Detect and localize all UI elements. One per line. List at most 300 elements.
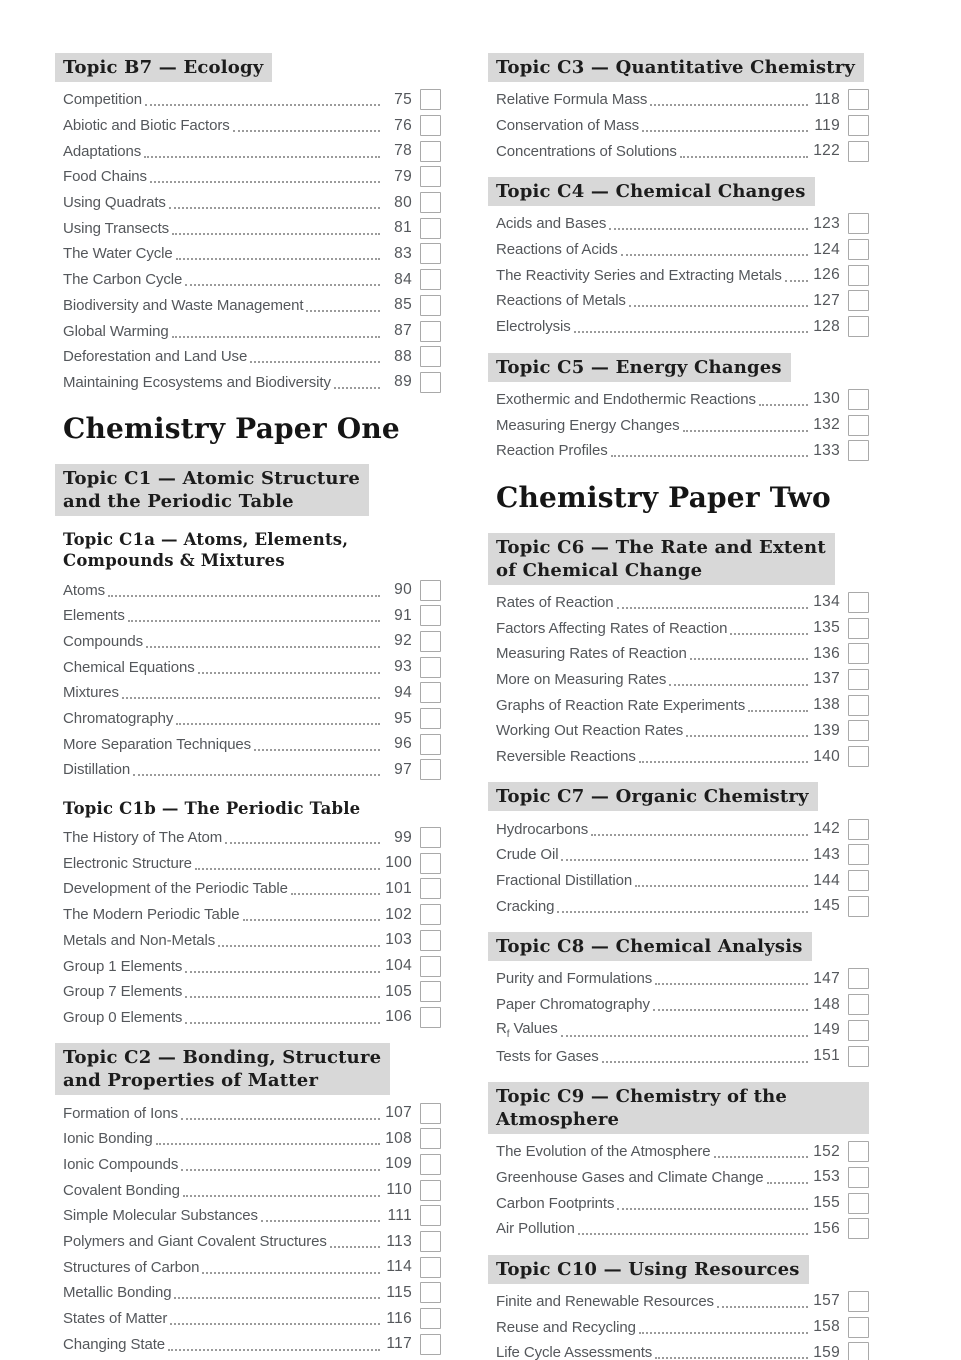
tick-checkbox[interactable] — [420, 631, 441, 652]
tick-checkbox[interactable] — [848, 870, 869, 891]
toc-entry-label: Mixtures — [63, 684, 119, 702]
tick-checkbox[interactable] — [848, 896, 869, 917]
toc-entry-label: Crude Oil — [496, 846, 559, 864]
toc-entry — [488, 868, 869, 894]
tick-checkbox[interactable] — [848, 239, 869, 260]
toc-entry-list — [55, 87, 441, 395]
toc-entry — [55, 267, 441, 293]
tick-checkbox[interactable] — [420, 605, 441, 626]
toc-entry-page: 93 — [394, 658, 412, 676]
toc-entry-page: 87 — [394, 322, 412, 340]
toc-entry-label: States of Matter — [63, 1310, 168, 1328]
toc-entry-label: Rates of Reaction — [496, 593, 614, 611]
tick-checkbox[interactable] — [420, 682, 441, 703]
tick-checkbox[interactable] — [420, 734, 441, 755]
toc-entry-label: Graphs of Reaction Rate Experiments — [496, 696, 746, 714]
toc-entry-page: 90 — [394, 581, 412, 599]
toc-entry — [55, 979, 441, 1005]
toc-entry — [55, 825, 441, 851]
toc-entry-label: Measuring Energy Changes — [496, 416, 680, 434]
toc-entry-page: 138 — [813, 696, 840, 714]
dotted-leader — [145, 93, 380, 106]
toc-entry — [55, 850, 441, 876]
tick-checkbox[interactable] — [420, 141, 441, 162]
dotted-leader — [156, 1132, 380, 1145]
tick-checkbox[interactable] — [420, 708, 441, 729]
dotted-leader — [655, 972, 808, 985]
topic-header: Topic C9 — Chemistry of the Atmosphere — [488, 1082, 869, 1134]
tick-checkbox[interactable] — [848, 994, 869, 1015]
tick-checkbox[interactable] — [848, 1218, 869, 1239]
dotted-leader — [202, 1261, 380, 1274]
topic-section — [55, 464, 441, 521]
toc-entry-page: 128 — [813, 317, 840, 335]
toc-entry-page: 95 — [394, 709, 412, 727]
toc-entry-label: Simple Molecular Substances — [63, 1207, 258, 1225]
toc-entry-page: 75 — [394, 90, 412, 108]
topic-header: Topic C1a — Atoms, Elements, Compounds & Mixtures — [63, 530, 349, 571]
tick-checkbox[interactable] — [848, 1046, 869, 1067]
toc-entry — [55, 1177, 441, 1203]
dotted-leader — [759, 393, 808, 406]
tick-checkbox[interactable] — [848, 669, 869, 690]
tick-checkbox[interactable] — [420, 89, 441, 110]
tick-checkbox[interactable] — [420, 827, 441, 848]
dotted-leader — [146, 635, 380, 648]
toc-entry-label: The Water Cycle — [63, 245, 173, 263]
tick-checkbox[interactable] — [420, 930, 441, 951]
toc-entry-page: 107 — [385, 1104, 412, 1122]
tick-checkbox[interactable] — [848, 1317, 869, 1338]
tick-checkbox[interactable] — [848, 819, 869, 840]
toc-entry-page: 106 — [385, 1008, 412, 1026]
toc-entry — [55, 370, 441, 396]
topic-section — [488, 177, 869, 339]
dotted-leader — [639, 750, 808, 763]
dotted-leader — [574, 320, 808, 333]
dotted-leader — [169, 196, 380, 209]
tick-checkbox[interactable] — [848, 1020, 869, 1041]
tick-checkbox[interactable] — [420, 1007, 441, 1028]
tick-checkbox[interactable] — [848, 695, 869, 716]
toc-entry-label: The Reactivity Series and Extracting Metals — [496, 266, 782, 284]
dotted-leader — [730, 622, 808, 635]
topic-header: Topic C10 — Using Resources — [488, 1255, 809, 1284]
toc-entry-page: 136 — [813, 644, 840, 662]
dotted-leader — [680, 145, 808, 158]
toc-entry — [488, 387, 869, 413]
dotted-leader — [617, 596, 808, 609]
dotted-leader — [185, 273, 380, 286]
dotted-leader — [617, 1197, 808, 1210]
toc-entry-label: Metallic Bonding — [63, 1284, 172, 1302]
toc-entry-page: 133 — [813, 441, 840, 459]
toc-entry-page: 83 — [394, 244, 412, 262]
tick-checkbox[interactable] — [420, 853, 441, 874]
toc-entry-page: 159 — [813, 1343, 840, 1360]
topic-section — [488, 1082, 869, 1242]
toc-entry — [488, 288, 869, 314]
tick-checkbox[interactable] — [420, 981, 441, 1002]
tick-checkbox[interactable] — [420, 956, 441, 977]
toc-entry-page: 84 — [394, 270, 412, 288]
toc-entry-label: Concentrations of Solutions — [496, 142, 677, 160]
dotted-leader — [122, 686, 380, 699]
toc-entry-label: Deforestation and Land Use — [63, 348, 248, 366]
toc-entry — [55, 1306, 441, 1332]
topic-section — [488, 53, 869, 164]
toc-entry — [488, 237, 869, 263]
toc-entry — [488, 1314, 869, 1340]
dotted-leader — [176, 712, 380, 725]
toc-entry — [55, 1229, 441, 1255]
toc-entry-label: Electronic Structure — [63, 854, 192, 872]
toc-entry-page: 101 — [385, 879, 412, 897]
toc-entry-label: Formation of Ions — [63, 1104, 179, 1122]
toc-entry-label: Reuse and Recycling — [496, 1318, 636, 1336]
toc-entry-page: 76 — [394, 116, 412, 134]
dotted-leader — [172, 222, 380, 235]
tick-checkbox[interactable] — [848, 968, 869, 989]
tick-checkbox[interactable] — [420, 166, 441, 187]
toc-entry-label: Acids and Bases — [496, 215, 607, 233]
toc-entry-page: 114 — [386, 1258, 412, 1276]
topic-section — [55, 53, 441, 395]
toc-entry-page: 126 — [813, 266, 840, 284]
tick-checkbox[interactable] — [848, 618, 869, 639]
toc-entry-label: More Separation Techniques — [63, 735, 252, 753]
toc-entry-label: Chromatography — [63, 710, 174, 728]
toc-entry-page: 105 — [385, 982, 412, 1000]
tick-checkbox[interactable] — [848, 1342, 869, 1360]
tick-checkbox[interactable] — [420, 657, 441, 678]
toc-entry-label: Life Cycle Assessments — [496, 1344, 653, 1360]
dotted-leader — [683, 419, 808, 432]
toc-entry-page: 130 — [813, 390, 840, 408]
toc-entry — [488, 718, 869, 744]
tick-checkbox[interactable] — [420, 1282, 441, 1303]
tick-checkbox[interactable] — [420, 192, 441, 213]
toc-entry-page: 88 — [394, 347, 412, 365]
toc-entry-label: Using Quadrats — [63, 194, 166, 212]
toc-entry — [488, 842, 869, 868]
toc-column-left — [55, 53, 441, 1360]
tick-checkbox[interactable] — [420, 269, 441, 290]
toc-entry-page: 94 — [394, 683, 412, 701]
toc-entry-page: 123 — [813, 214, 840, 232]
tick-checkbox[interactable] — [848, 720, 869, 741]
toc-entry-page: 97 — [394, 760, 412, 778]
toc-entry-page: 142 — [813, 820, 840, 838]
topic-header: Topic C6 — The Rate and Extent of Chemical Change — [488, 533, 835, 585]
dotted-leader — [176, 247, 380, 260]
dotted-leader — [291, 882, 380, 895]
toc-entry — [55, 138, 441, 164]
toc-entry-page: 109 — [385, 1155, 412, 1173]
dotted-leader — [669, 673, 808, 686]
toc-entry-label: More on Measuring Rates — [496, 670, 667, 688]
toc-entry-page: 135 — [813, 619, 840, 637]
toc-entry — [488, 1289, 869, 1315]
toc-entry — [55, 706, 441, 732]
dotted-leader — [635, 874, 808, 887]
toc-entry-page: 122 — [813, 142, 840, 160]
toc-entry-page: 80 — [394, 193, 412, 211]
toc-entry-page: 78 — [394, 142, 412, 160]
topic-header: Topic C7 — Organic Chemistry — [488, 782, 818, 811]
tick-checkbox[interactable] — [848, 213, 869, 234]
toc-entry — [55, 629, 441, 655]
tick-checkbox[interactable] — [420, 115, 441, 136]
topic-header: Topic C2 — Bonding, Structure and Properties of Matter — [55, 1043, 390, 1095]
toc-entry — [488, 992, 869, 1018]
toc-entry-page: 116 — [386, 1309, 412, 1327]
dotted-leader — [611, 444, 808, 457]
topic-header: Topic C1 — Atomic Structure and the Periodic Table — [55, 464, 369, 516]
toc-entry-page: 104 — [385, 957, 412, 975]
toc-entry — [55, 113, 441, 139]
dotted-leader — [195, 857, 380, 870]
dotted-leader — [168, 1338, 380, 1351]
toc-entry — [55, 928, 441, 954]
toc-entry-label: Relative Formula Mass — [496, 91, 648, 109]
toc-entry-label: Factors Affecting Rates of Reaction — [496, 619, 728, 637]
topic-section — [488, 353, 869, 464]
toc-entry-label: Working Out Reaction Rates — [496, 722, 684, 740]
dotted-leader — [150, 170, 380, 183]
toc-entry — [488, 1139, 869, 1165]
toc-entry-label: Maintaining Ecosystems and Biodiversity — [63, 373, 331, 391]
topic-header: Topic C1b — The Periodic Table — [63, 798, 361, 818]
dotted-leader — [185, 960, 380, 973]
toc-entry — [55, 344, 441, 370]
dotted-leader — [639, 1321, 808, 1334]
toc-entry-label: Ionic Compounds — [63, 1155, 179, 1173]
toc-entry — [488, 641, 869, 667]
toc-entry — [488, 744, 869, 770]
tick-checkbox[interactable] — [420, 1205, 441, 1226]
tick-checkbox[interactable] — [420, 321, 441, 342]
dotted-leader — [785, 269, 808, 282]
tick-checkbox[interactable] — [420, 1231, 441, 1252]
dotted-leader — [578, 1222, 808, 1235]
toc-entry-page: 115 — [386, 1283, 412, 1301]
toc-entry — [55, 87, 441, 113]
toc-entry-page: 102 — [385, 905, 412, 923]
tick-checkbox[interactable] — [420, 1154, 441, 1175]
toc-entry-label: Exothermic and Endothermic Reactions — [496, 390, 756, 408]
dotted-leader — [170, 1312, 380, 1325]
toc-entry-label: Group 7 Elements — [63, 983, 183, 1001]
dotted-leader — [254, 738, 380, 751]
toc-entry-page: 124 — [813, 240, 840, 258]
toc-entry-page: 85 — [394, 296, 412, 314]
tick-checkbox[interactable] — [848, 265, 869, 286]
toc-entry-label: Tests for Gases — [496, 1047, 599, 1065]
toc-entry-label: Electrolysis — [496, 318, 571, 336]
tick-checkbox[interactable] — [848, 844, 869, 865]
topic-header: Topic C3 — Quantitative Chemistry — [488, 53, 864, 82]
toc-entry — [488, 113, 869, 139]
tick-checkbox[interactable] — [420, 1334, 441, 1355]
toc-entry — [488, 667, 869, 693]
toc-entry-page: 156 — [813, 1219, 840, 1237]
toc-entry-page: 117 — [386, 1335, 412, 1353]
tick-checkbox[interactable] — [848, 290, 869, 311]
toc-entry-label: Cracking — [496, 897, 555, 915]
toc-entry — [55, 190, 441, 216]
toc-entry-list — [488, 87, 869, 164]
toc-column-right — [488, 53, 869, 1360]
toc-entry — [488, 692, 869, 718]
dotted-leader — [717, 1295, 808, 1308]
toc-entry-page: 92 — [394, 632, 412, 650]
toc-entry-label: Structures of Carbon — [63, 1258, 200, 1276]
tick-checkbox[interactable] — [848, 440, 869, 461]
toc-entry-list — [55, 1100, 441, 1357]
dotted-leader — [185, 985, 380, 998]
tick-checkbox[interactable] — [848, 389, 869, 410]
toc-entry — [55, 731, 441, 757]
dotted-leader — [218, 934, 380, 947]
toc-entry — [488, 590, 869, 616]
topic-header: Topic B7 — Ecology — [55, 53, 272, 82]
tick-checkbox[interactable] — [420, 372, 441, 393]
toc-entry — [55, 215, 441, 241]
dotted-leader — [172, 325, 380, 338]
toc-entry-label: Food Chains — [63, 168, 147, 186]
dotted-leader — [181, 1107, 380, 1120]
dotted-leader — [198, 661, 380, 674]
toc-entry-page: 149 — [813, 1021, 840, 1039]
toc-entry — [488, 314, 869, 340]
toc-entry — [55, 293, 441, 319]
dotted-leader — [185, 1011, 380, 1024]
toc-entry-label: Group 0 Elements — [63, 1008, 183, 1026]
dotted-leader — [690, 647, 808, 660]
toc-entry — [488, 1340, 869, 1360]
toc-entry-label: Covalent Bonding — [63, 1181, 180, 1199]
tick-checkbox[interactable] — [420, 1257, 441, 1278]
toc-entry-list — [488, 1289, 869, 1360]
toc-entry — [488, 138, 869, 164]
tick-checkbox[interactable] — [420, 580, 441, 601]
toc-entry-label: Changing State — [63, 1335, 166, 1353]
toc-entry-list — [488, 1139, 869, 1242]
tick-checkbox[interactable] — [420, 1103, 441, 1124]
toc-entry — [488, 1216, 869, 1242]
tick-checkbox[interactable] — [420, 243, 441, 264]
toc-entry-label: Metals and Non-Metals — [63, 931, 216, 949]
dotted-leader — [250, 350, 380, 363]
dotted-leader — [128, 609, 380, 622]
dotted-leader — [306, 299, 380, 312]
toc-entry-page: 155 — [813, 1194, 840, 1212]
toc-entry — [55, 577, 441, 603]
dotted-leader — [183, 1184, 380, 1197]
tick-checkbox[interactable] — [848, 316, 869, 337]
dotted-leader — [609, 217, 808, 230]
dotted-leader — [686, 724, 808, 737]
topic-header: Topic C5 — Energy Changes — [488, 353, 791, 382]
topic-section — [488, 1255, 869, 1360]
toc-entry-label: The Carbon Cycle — [63, 271, 183, 289]
toc-entry-list — [55, 825, 441, 1031]
tick-checkbox[interactable] — [848, 1167, 869, 1188]
toc-entry — [55, 953, 441, 979]
tick-checkbox[interactable] — [848, 141, 869, 162]
toc-entry — [55, 1280, 441, 1306]
toc-entry — [55, 1005, 441, 1031]
toc-entry — [55, 241, 441, 267]
tick-checkbox[interactable] — [420, 346, 441, 367]
toc-entry-list — [488, 211, 869, 339]
toc-entry-label: Global Warming — [63, 322, 169, 340]
paper-heading: Chemistry Paper One — [63, 412, 400, 446]
dotted-leader — [561, 1024, 808, 1037]
toc-entry-label: Adaptations — [63, 142, 142, 160]
toc-entry-page: 144 — [813, 871, 840, 889]
toc-entry — [55, 1254, 441, 1280]
toc-entry-page: 110 — [386, 1181, 412, 1199]
toc-entry-page: 143 — [813, 845, 840, 863]
dotted-leader — [591, 823, 808, 836]
tick-checkbox[interactable] — [848, 746, 869, 767]
toc-entry-label: Elements — [63, 607, 125, 625]
dotted-leader — [629, 294, 808, 307]
toc-entry-page: 127 — [813, 291, 840, 309]
toc-entry-page: 140 — [813, 747, 840, 765]
tick-checkbox[interactable] — [420, 904, 441, 925]
tick-checkbox[interactable] — [848, 643, 869, 664]
toc-entry-label: Air Pollution — [496, 1220, 575, 1238]
tick-checkbox[interactable] — [848, 592, 869, 613]
toc-entry — [55, 1152, 441, 1178]
tick-checkbox[interactable] — [420, 1180, 441, 1201]
toc-entry-page: 147 — [813, 969, 840, 987]
tick-checkbox[interactable] — [420, 218, 441, 239]
toc-entry-page: 134 — [813, 593, 840, 611]
tick-checkbox[interactable] — [848, 415, 869, 436]
tick-checkbox[interactable] — [420, 878, 441, 899]
toc-entry — [488, 211, 869, 237]
tick-checkbox[interactable] — [420, 1308, 441, 1329]
tick-checkbox[interactable] — [420, 1128, 441, 1149]
tick-checkbox[interactable] — [420, 759, 441, 780]
toc-entry-label: Reactions of Metals — [496, 292, 626, 310]
dotted-leader — [243, 908, 381, 921]
toc-entry-page: 99 — [394, 828, 412, 846]
toc-entry-page: 96 — [394, 735, 412, 753]
toc-entry — [488, 816, 869, 842]
tick-checkbox[interactable] — [848, 115, 869, 136]
toc-entry — [488, 1043, 869, 1069]
toc-entry-label: Chemical Equations — [63, 658, 195, 676]
tick-checkbox[interactable] — [848, 1141, 869, 1162]
toc-entry-label: Abiotic and Biotic Factors — [63, 117, 230, 135]
tick-checkbox[interactable] — [420, 295, 441, 316]
tick-checkbox[interactable] — [848, 1193, 869, 1214]
toc-entry-page: 148 — [813, 995, 840, 1013]
toc-entry-label: Polymers and Giant Covalent Structures — [63, 1233, 327, 1251]
toc-entry-page: 91 — [394, 606, 412, 624]
toc-entry-label: Paper Chromatography — [496, 996, 650, 1014]
toc-entry-list — [488, 387, 869, 464]
tick-checkbox[interactable] — [848, 1291, 869, 1312]
toc-entry-label: Conservation of Mass — [496, 117, 640, 135]
dotted-leader — [225, 831, 380, 844]
tick-checkbox[interactable] — [848, 89, 869, 110]
